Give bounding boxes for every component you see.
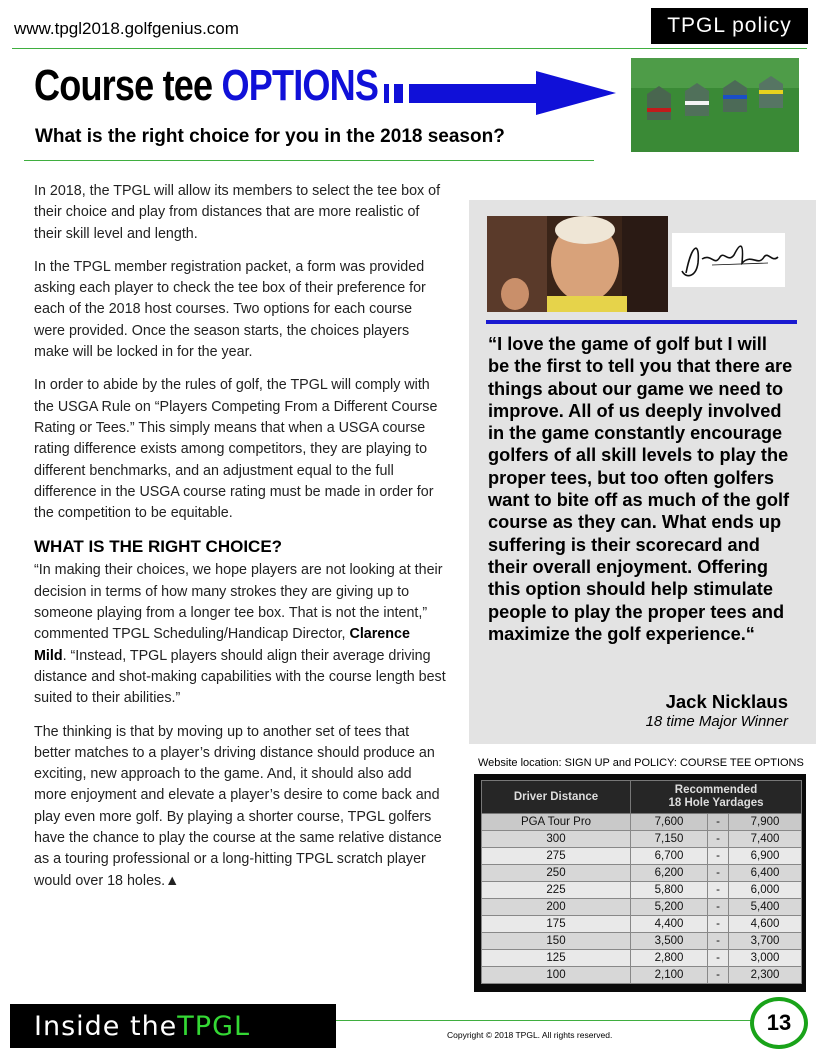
cell-driver-distance: 275 <box>482 848 631 865</box>
table-row <box>482 916 802 933</box>
table-row <box>482 882 802 899</box>
cell-yardage-low: 6,700 <box>631 848 708 865</box>
paragraph-4-part-2: . “Instead, TPGL players should align their average driving distance and shot-making capabilities with the course length best suited to their abilities.” <box>34 647 446 707</box>
copyright: Copyright © 2018 TPGL. All rights reserved. <box>447 1030 613 1040</box>
cell-yardage-high: 6,400 <box>729 865 802 882</box>
quote-author-title: 18 time Major Winner <box>645 713 788 730</box>
paragraph-4 <box>34 560 446 709</box>
cell-driver-distance: 150 <box>482 933 631 950</box>
cell-separator: - <box>708 814 729 831</box>
article-body <box>34 181 446 904</box>
site-url: www.tpgl2018.golfgenius.com <box>14 19 239 38</box>
cell-yardage-low: 7,600 <box>631 814 708 831</box>
cell-yardage-high: 7,400 <box>729 831 802 848</box>
cell-yardage-high: 2,300 <box>729 967 802 984</box>
director-name: Clarence Mild <box>34 626 410 664</box>
cell-yardage-high: 4,600 <box>729 916 802 933</box>
paragraph-3: In order to abide by the rules of golf, the TPGL will comply with the USGA Rule on “Players Competing From a Different Course Rating or Tees.” This simply means that when a USGA course rating difference exists among competitors, they are playing to different benchmarks, and an adjustment equal to the full difference in the USGA course rating must be made in order for the competition to be equitable. <box>34 377 438 522</box>
title-part-1: Course tee <box>34 61 222 110</box>
cell-yardage-low: 2,800 <box>631 950 708 967</box>
table-row <box>482 831 802 848</box>
cell-yardage-low: 7,150 <box>631 831 708 848</box>
subtitle-divider <box>24 160 594 161</box>
cell-yardage-low: 3,500 <box>631 933 708 950</box>
cell-yardage-low: 4,400 <box>631 916 708 933</box>
policy-badge: TPGL policy <box>651 8 808 44</box>
footer-divider <box>335 1020 755 1021</box>
header-driver-distance: Driver Distance <box>482 781 631 814</box>
table-row <box>482 848 802 865</box>
logo-text-2: TPGL <box>177 1010 251 1042</box>
cell-separator: - <box>708 848 729 865</box>
paragraph-5: The thinking is that by moving up to another set of tees that better matches to a player’s driving distance should produce an exciting, new approach to the game. And, it should also add more enjoyment and elevate a player’s desire to come back and play even more golf. By playing a shorter course, TPGL golfers have the chance to play the course at the same relative distance as a touring professional or a long-hitting TPGL scratch player would over 18 holes.▲ <box>34 723 442 889</box>
paragraph-2: In the TPGL member registration packet, a form was provided asking each player to check the tee box of their preference for each of the 2018 host courses. Two options for each course were provided. Once the season starts, the choices players make will be locked in for the year. <box>34 258 426 361</box>
table-row <box>482 899 802 916</box>
cell-separator: - <box>708 831 729 848</box>
table-header-row <box>482 781 802 814</box>
cell-driver-distance: 250 <box>482 865 631 882</box>
header-recommended-yardages <box>631 781 802 814</box>
cell-separator: - <box>708 865 729 882</box>
paragraph-4-part-1: “In making their choices, we hope players are not looking at their decision in terms of how many strokes they are giving up to someone playing from a longer tee box. That is not the intent,” commented TPGL Scheduling/Handicap Director, <box>34 562 443 643</box>
header-yard-line-1: Recommended <box>674 784 758 796</box>
cell-driver-distance: 125 <box>482 950 631 967</box>
page-number: 13 <box>750 997 808 1049</box>
cell-driver-distance: 200 <box>482 899 631 916</box>
cell-yardage-low: 5,800 <box>631 882 708 899</box>
quote-divider <box>486 320 797 324</box>
table-caption: Website location: SIGN UP and POLICY: COURSE TEE OPTIONS <box>478 757 804 769</box>
cell-yardage-low: 5,200 <box>631 899 708 916</box>
section-heading: WHAT IS THE RIGHT CHOICE? <box>34 537 283 557</box>
cell-driver-distance: 175 <box>482 916 631 933</box>
cell-yardage-high: 6,900 <box>729 848 802 865</box>
quote-author: Jack Nicklaus <box>665 691 788 712</box>
subtitle: What is the right choice for you in the 2018 season? <box>35 126 505 147</box>
cell-driver-distance: PGA Tour Pro <box>482 814 631 831</box>
header-divider <box>12 48 807 49</box>
jack-nicklaus-photo <box>487 216 668 312</box>
cell-separator: - <box>708 950 729 967</box>
table-row <box>482 933 802 950</box>
cell-yardage-high: 5,400 <box>729 899 802 916</box>
cell-separator: - <box>708 916 729 933</box>
cell-driver-distance: 225 <box>482 882 631 899</box>
tee-markers-image <box>631 58 799 152</box>
cell-yardage-high: 7,900 <box>729 814 802 831</box>
page-title <box>34 61 379 110</box>
cell-yardage-high: 6,000 <box>729 882 802 899</box>
inside-the-tpgl-logo <box>10 1004 336 1048</box>
cell-driver-distance: 300 <box>482 831 631 848</box>
table-row <box>482 814 802 831</box>
cell-separator: - <box>708 933 729 950</box>
signature-image <box>672 233 785 287</box>
table-row <box>482 950 802 967</box>
header-yard-line-2: 18 Hole Yardages <box>668 797 764 809</box>
cell-driver-distance: 100 <box>482 967 631 984</box>
table-row <box>482 865 802 882</box>
cell-separator: - <box>708 899 729 916</box>
cell-yardage-high: 3,000 <box>729 950 802 967</box>
yardage-table-body <box>482 814 802 984</box>
logo-text-1: Inside the <box>34 1010 178 1042</box>
yardage-table <box>481 780 802 984</box>
quote-text: “I love the game of golf but I will be the first to tell you that there are things about our game we need to improve. All of us deeply involved in the game constantly encourage golfers of all skill levels to play the proper tees, but too often golfers want to bite off as much of the golf course as they can. What ends up suffering is their scorecard and their overall enjoyment. Offering this option should help stimulate people to play the proper tees and maximize the golf experience.“ <box>488 334 793 644</box>
table-row <box>482 967 802 984</box>
cell-yardage-low: 6,200 <box>631 865 708 882</box>
cell-yardage-high: 3,700 <box>729 933 802 950</box>
cell-separator: - <box>708 967 729 984</box>
arrow-right-icon <box>384 69 618 117</box>
title-part-2: OPTIONS <box>221 61 379 110</box>
cell-separator: - <box>708 882 729 899</box>
paragraph-1: In 2018, the TPGL will allow its members to select the tee box of their choice and play from distances that are more realistic of their skill level and length. <box>34 183 441 242</box>
cell-yardage-low: 2,100 <box>631 967 708 984</box>
